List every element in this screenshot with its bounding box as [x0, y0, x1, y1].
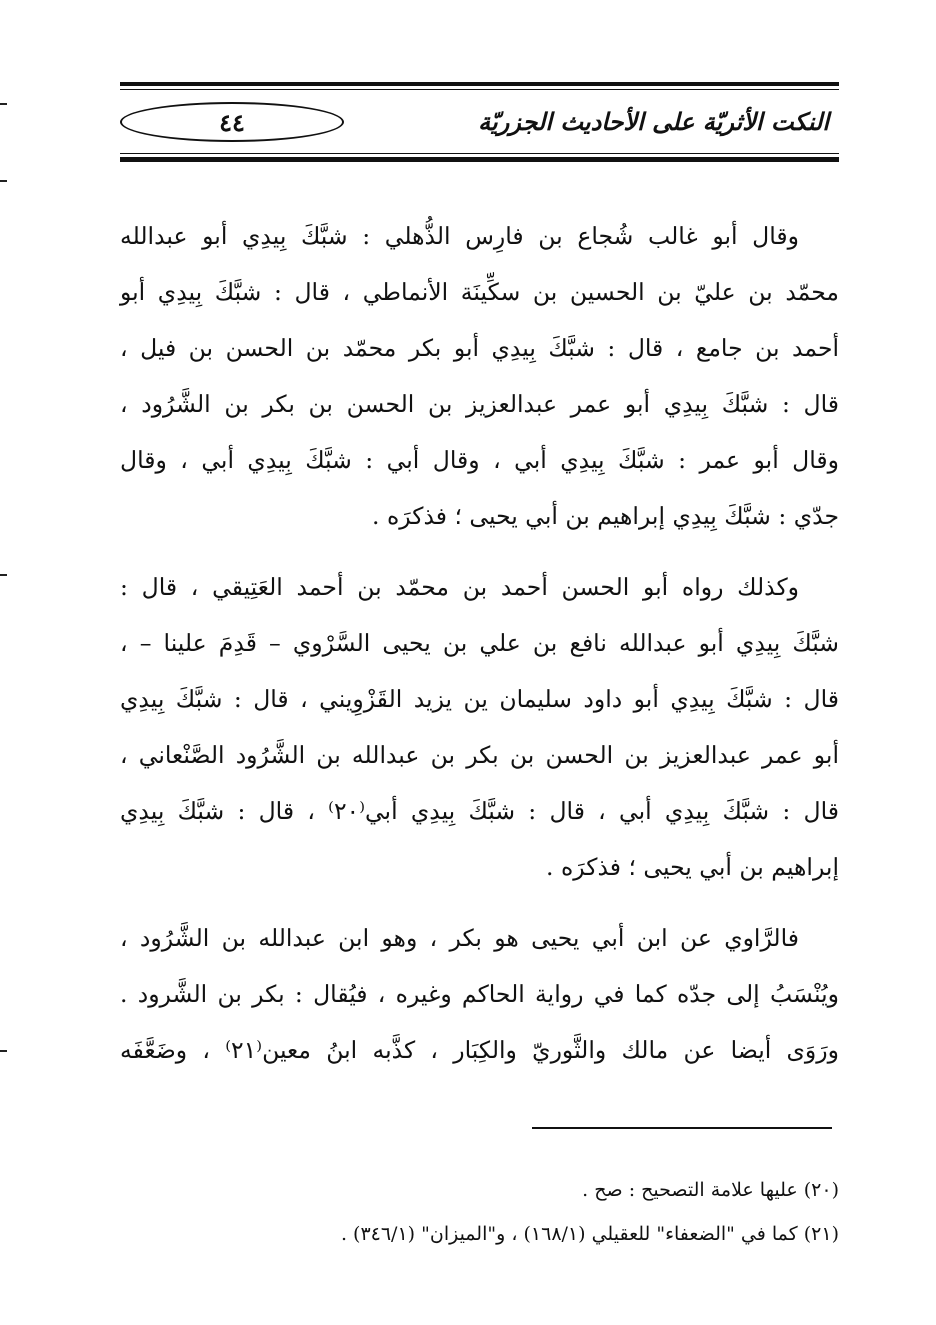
text-line: محمّد بن عليّ بن الحسين بن سكِّينَة الأنماطي ، قال : شبَّكَ بِيدِي أبو [120, 278, 839, 306]
main-text [120, 208, 839, 1093]
page-header [120, 92, 839, 152]
header-top-rule-thin [120, 89, 839, 90]
text-line: جدّي : شبَّكَ بِيدِي إبراهيم بن أبي يحيى ؛ فذكرَه . [372, 502, 839, 530]
scan-edge-mark [0, 180, 7, 182]
scan-edge-mark [0, 103, 7, 105]
text-line: ورَوَى أيضا عن مالك والثَّوريّ والكِبَار ، كذَّبه ابنُ معين⁽٢١⁾ ، وضَعَّفَه [120, 1036, 839, 1064]
text-line: وقال أبو عمر : شبَّكَ بِيدِي أبي ، وقال أبي : شبَّكَ بِيدِي أبي ، وقال [120, 446, 839, 474]
text-line: قال : شبَّكَ بِيدِي أبو عمر عبدالعزيز بن الحسن بن بكر بن الشَّرُود ، [120, 390, 839, 418]
scan-edge-mark [0, 574, 7, 576]
text-line: أبو عمر عبدالعزيز بن الحسن بن بكر بن عبدالله بن الشَّرُود الصَّنْعاني ، [120, 741, 839, 769]
page-number: ٤٤ [219, 107, 245, 137]
text-line: قال : شبَّكَ بِيدِي أبي ، قال : شبَّكَ بِيدِي أبي⁽٢٠⁾ ، قال : شبَّكَ بِيدِي [120, 797, 839, 825]
header-bottom-rule-thick [120, 157, 839, 162]
text-line: أحمد بن جامع ، قال : شبَّكَ بِيدِي أبو بكر محمّد بن الحسن بن فيل ، [120, 334, 839, 362]
paragraph [120, 559, 839, 895]
text-line: شبَّكَ بِيدِي أبو عبدالله نافع بن علي بن يحيى السَّرْوي – قَدِمَ علينا – ، [120, 629, 839, 657]
text-line: ويُنْسَبُ إلى جدّه كما في رواية الحاكم وغيره ، فيُقال : بكر بن الشَّرود . [120, 980, 839, 1008]
text-line: إبراهيم بن أبي يحيى ؛ فذكرَه . [546, 853, 839, 881]
footnote: (٢١) كما في "الضعفاء" للعقيلي (١٦٨/١) ، و"الميزان" (٣٤٦/١) . [340, 1223, 839, 1245]
header-bottom-rule-thin [120, 153, 839, 154]
text-line: وكذلك رواه أبو الحسن أحمد بن محمّد بن أحمد العَتِيقي ، قال : [120, 573, 799, 601]
page-number-oval [120, 102, 344, 142]
text-line: قال : شبَّكَ بِيدِي أبو داود سليمان ين يزيد القَزْوِيني ، قال : شبَّكَ بِيدِي [120, 685, 839, 713]
header-top-rule-thick [120, 82, 839, 86]
footnotes [120, 1168, 839, 1256]
text-line: وقال أبو غالب شُجاع بن فارِس الذُّهلي : شبَّكَ بِيدِي أبو عبدالله [120, 222, 799, 250]
paragraph [120, 910, 839, 1078]
running-title: النكت الأثريّة على الأحاديث الجزريّة [478, 107, 829, 136]
scan-edge-mark [0, 1050, 7, 1052]
text-line: فالرَّاوي عن ابن أبي يحيى هو بكر ، وهو ابن عبدالله بن الشَّرُود ، [120, 924, 799, 952]
paragraph [120, 208, 839, 544]
footnote-separator [532, 1127, 832, 1129]
footnote: (٢٠) عليها علامة التصحيح : صح . [582, 1179, 839, 1201]
